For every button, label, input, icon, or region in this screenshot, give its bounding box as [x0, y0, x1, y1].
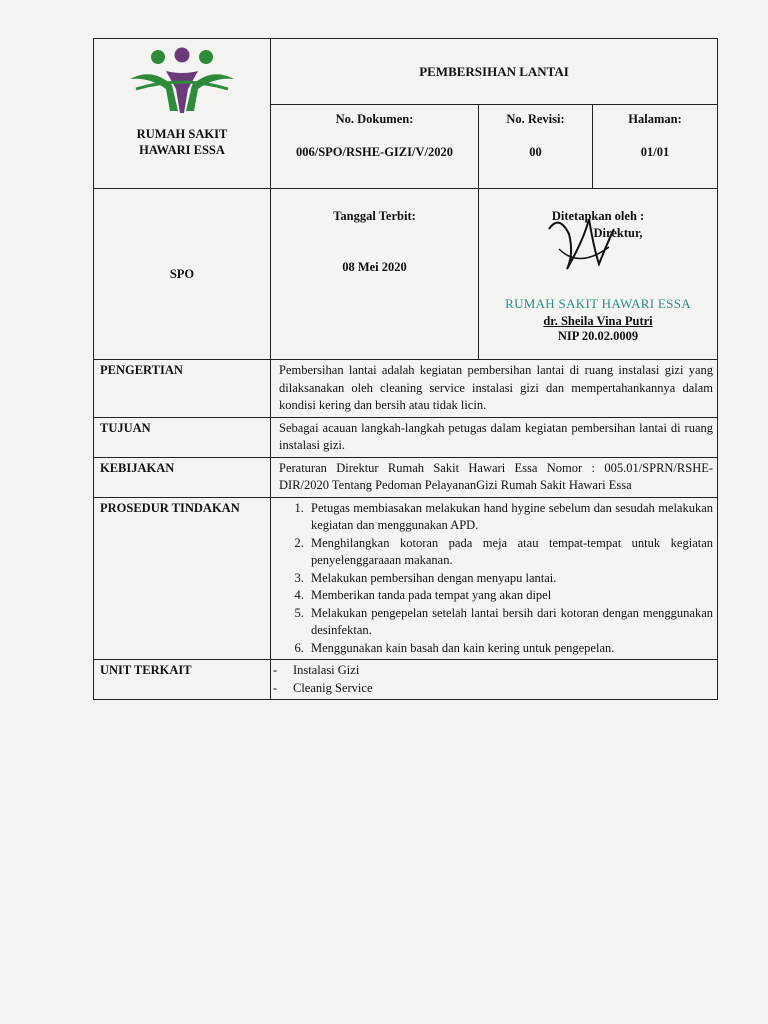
- no-revisi-value: 00: [529, 145, 542, 159]
- no-dokumen-cell: [271, 105, 479, 189]
- unit-item: - Instalasi Gizi: [273, 663, 360, 677]
- prosedur-step: 5. Melakukan pengepelan setelah lantai bersih dari kotoran dengan menggunakan desinfektan.: [307, 605, 713, 640]
- tanggal-terbit-cell: [271, 189, 479, 360]
- no-dokumen-label: No. Dokumen:: [335, 112, 414, 126]
- no-revisi-cell: [479, 105, 593, 189]
- prosedur-step: 1. Petugas membiasakan melakukan hand hygine sebelum dan sesudah melakukan kegiatan dan menggunakan APD.: [307, 500, 713, 535]
- halaman-cell: [593, 105, 718, 189]
- prosedur-step: 6. Menggunakan kain basah dan kain kering untuk pengepelan.: [307, 640, 713, 658]
- kebijakan-text: Peraturan Direktur Rumah Sakit Hawari Essa Nomor : 005.01/SPRN/RSHE-DIR/2020 Tentang Pedoman PelayananGizi Rumah Sakit Hawari Essa: [271, 457, 718, 497]
- prosedur-step: 4. Memberikan tanda pada tempat yang akan dipel: [307, 587, 713, 605]
- hospital-name-line1: RUMAH SAKIT: [136, 127, 228, 141]
- unit-terkait-label: UNIT TERKAIT: [94, 660, 271, 700]
- signature-cell: [479, 189, 718, 360]
- signature-icon: [539, 209, 629, 279]
- prosedur-cell: [271, 497, 718, 660]
- unit-item: - Cleanig Service: [273, 680, 373, 695]
- no-dokumen-value: 006/SPO/RSHE-GIZI/V/2020: [296, 145, 453, 159]
- spo-document: [93, 38, 717, 700]
- signer-nip: NIP 20.02.0009: [557, 329, 639, 343]
- tujuan-text: Sebagai acauan langkah-langkah petugas dalam kegiatan pembersihan lantai di ruang instalasi gizi.: [271, 417, 718, 457]
- tanggal-terbit-value: 08 Mei 2020: [342, 260, 407, 274]
- spo-label: SPO: [94, 189, 271, 360]
- prosedur-label: PROSEDUR TINDAKAN: [94, 497, 271, 660]
- jabatan-label: Direktur,: [593, 226, 643, 240]
- header-table: [93, 38, 718, 700]
- kebijakan-label: KEBIJAKAN: [94, 457, 271, 497]
- tanggal-terbit-label: Tanggal Terbit:: [333, 209, 416, 223]
- tujuan-label: TUJUAN: [94, 417, 271, 457]
- hospital-name-line2: HAWARI ESSA: [139, 143, 225, 157]
- no-revisi-label: No. Revisi:: [506, 112, 565, 126]
- signer-name: dr. Sheila Vina Putri: [543, 314, 653, 328]
- halaman-label: Halaman:: [628, 112, 682, 126]
- halaman-value: 01/01: [640, 145, 670, 159]
- prosedur-list: [279, 500, 713, 658]
- logo-cell: [94, 39, 271, 189]
- hospital-stamp: RUMAH SAKIT HAWARI ESSA: [505, 296, 691, 311]
- prosedur-step: 2. Menghilangkan kotoran pada meja atau tempat-tempat untuk kegiatan penyelenggaraaan makanan.: [307, 535, 713, 570]
- ditetapkan-label: Ditetapkan oleh :: [551, 209, 645, 223]
- document-title: PEMBERSIHAN LANTAI: [271, 39, 718, 105]
- hospital-logo-icon: [122, 45, 242, 117]
- pengertian-text: Pembersihan lantai adalah kegiatan pembersihan lantai di ruang instalasi gizi yang dilaksanakan oleh cleaning service instalasi gizi dan mempertahankannya dalam kondisi kering dan bersih atau tidak licin.: [271, 360, 718, 418]
- pengertian-label: PENGERTIAN: [94, 360, 271, 418]
- unit-terkait-cell: [271, 660, 718, 700]
- prosedur-step: 3. Melakukan pembersihan dengan menyapu lantai.: [307, 570, 713, 588]
